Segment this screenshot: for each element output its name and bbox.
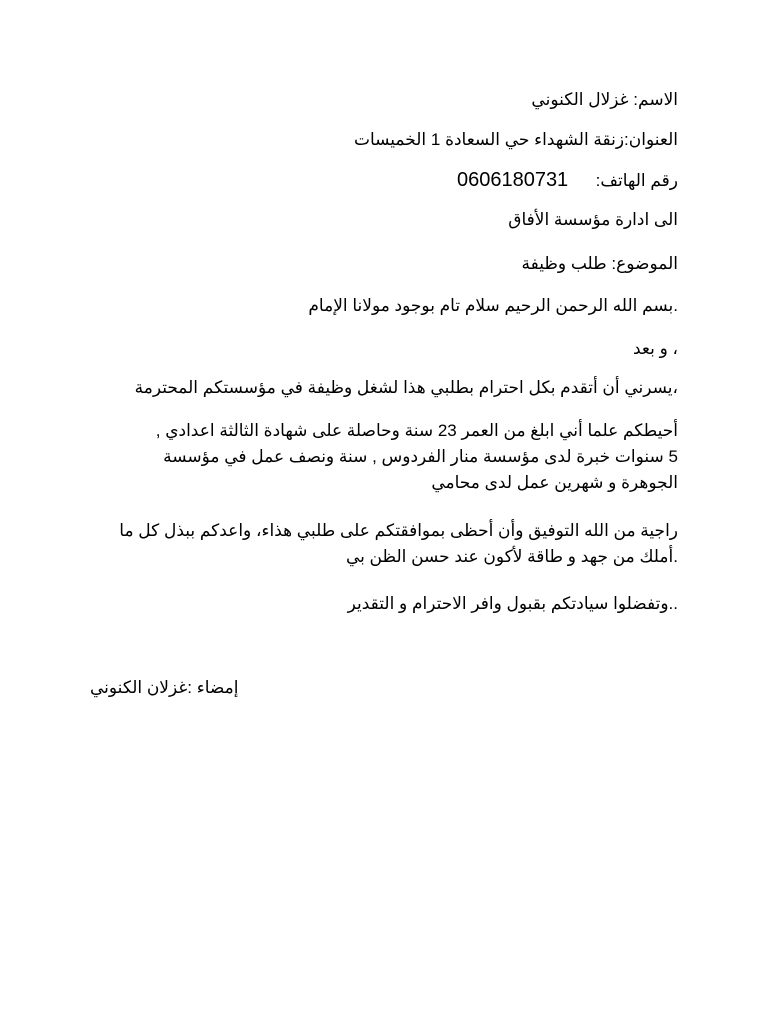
subject-line: الموضوع: طلب وظيفة [521, 254, 678, 273]
info-paragraph [93, 418, 678, 496]
hope-paragraph [93, 518, 678, 570]
phone-line [457, 170, 678, 191]
info-line-1: أحيطكم علما أني ابلغ من العمر 23 سنة وحاصلة على شهادة الثالثة اعدادي , [155, 421, 678, 440]
hope-line-2: .أملك من جهد و طاقة لأكون عند حسن الظن بي [345, 547, 678, 566]
info-line-2: 5 سنوات خبرة لدى مؤسسة منار الفردوس , سنة ونصف عمل في مؤسسة [163, 447, 678, 466]
opening-line: .بسم الله الرحمن الرحيم سلام تام بوجود مولانا الإمام [308, 296, 678, 315]
request-line: ،يسرني أن أتقدم بكل احترام بطلبي هذا لشغل وظيفة في مؤسستكم المحترمة [134, 378, 678, 397]
name-line: الاسم: غزلال الكنوني [531, 90, 678, 109]
closing-line: ..وتفضلوا سيادتكم بقبول وافر الاحترام و التقدير [347, 594, 678, 613]
signature-line: إمضاء :غزلان الكنوني [90, 678, 239, 697]
hope-line-1: راجية من الله التوفيق وأن أحظى بموافقتكم على طلبي هذاء، واعدكم ببذل كل ما [119, 521, 678, 540]
info-line-3: الجوهرة و شهرين عمل لدى محامي [431, 473, 678, 492]
salutation-line: ، و بعد [633, 339, 678, 358]
address-line: العنوان:زنقة الشهداء حي السعادة 1 الخميسات [353, 130, 678, 149]
phone-number: 0606180731 [456, 169, 569, 191]
phone-label: رقم الهاتف: [595, 171, 678, 190]
recipient-line: الى ادارة مؤسسة الأفاق [508, 210, 678, 229]
